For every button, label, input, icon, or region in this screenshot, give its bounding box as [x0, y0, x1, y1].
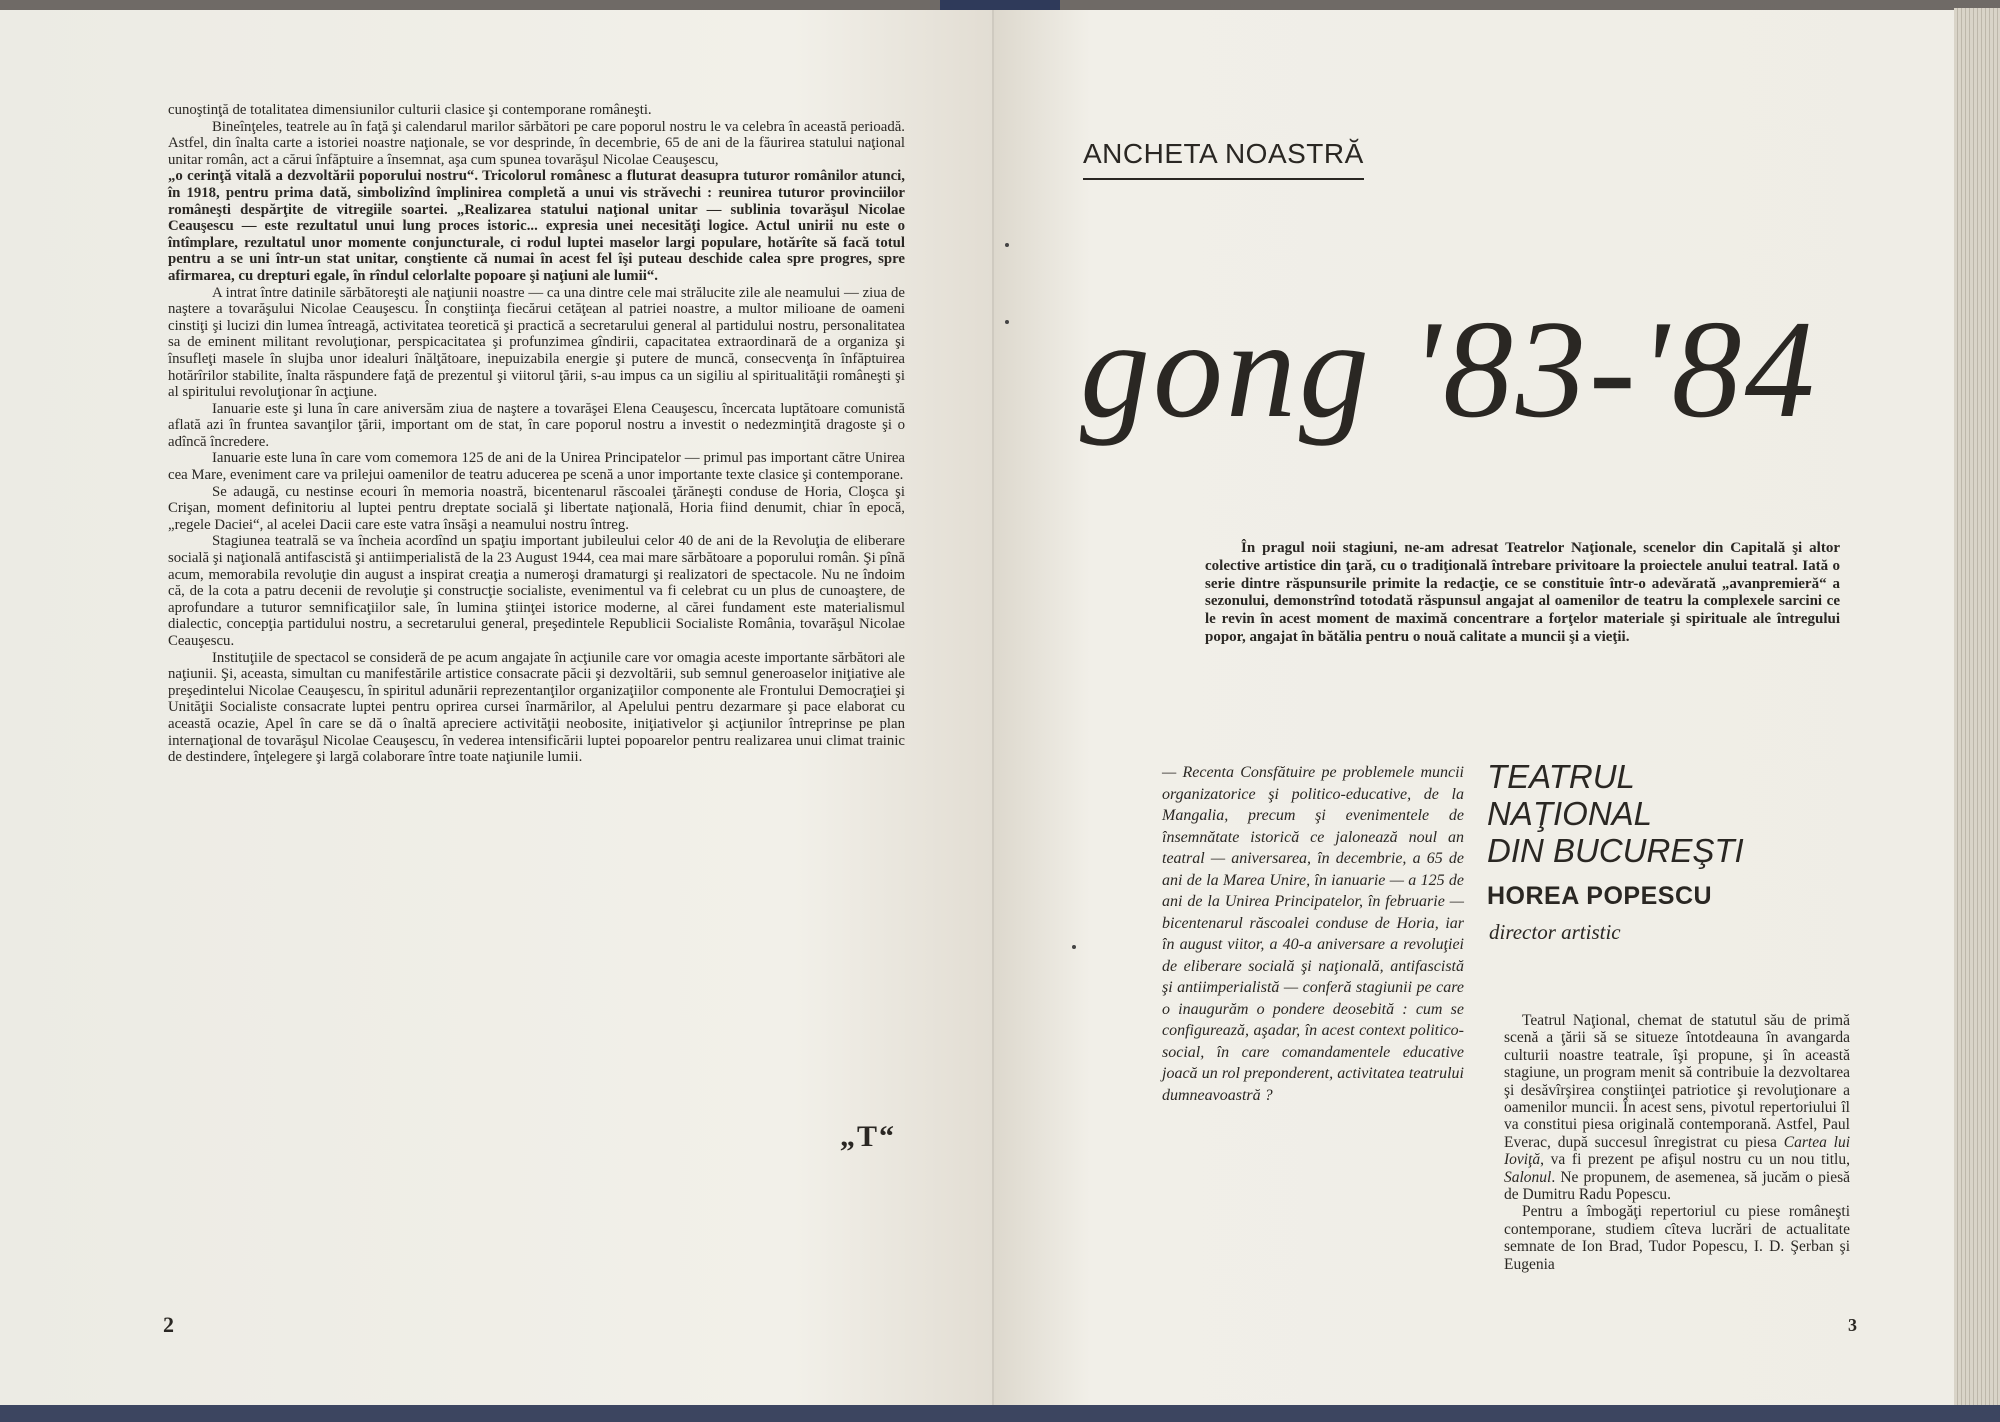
paragraph: Stagiunea teatrală se va încheia acordînd un spaţiu important jubileului celor 40 de ani de la Revoluţia de eliberare socială şi naţională antifascistă şi antiimperialistă de la 23 August 1944, cea mai mare sărbătoare a poporului român. Şi pînă acum, memorabila revoluţie din august a inspirat creaţia a numeroşi dramaturgi şi realizatori de spectacole. Nu ne îndoim că, de la cota a patru decenii de revoluţie şi construcţie socialiste, evenimentul va fi celebrat cu un plus de cunoaştere, de aprofundare a tuturor semnificaţiilor sale, în lumina ştiinţei istorice moderne, al cărei fundament este materialismul dialectic, concepţia partidului nostru, a secretarului general, preşedintele Republicii Socialiste România, tovarăşul Nicolae Ceauşescu. — [168, 533, 905, 649]
theatre-name — [1487, 758, 1847, 869]
margin-dot — [1072, 945, 1076, 949]
left-page — [0, 10, 994, 1405]
play-title: Salonul — [1504, 1168, 1552, 1186]
answer-paragraph: Pentru a îmbogăţi repertoriul cu piese româneşti contemporane, studiem cîteva lucrări de actualitate semnate de Ion Brad, Tudor Popescu, I. D. Şerban şi Eugenia — [1504, 1203, 1850, 1273]
paragraph: A intrat între datinile sărbătoreşti ale naţiunii noastre — ca una dintre cele mai strălucite zile ale neamului — ziua de naştere a tovarăşului Nicolae Ceauşescu. În conştiinţa fiecărui cetăţean al patriei noastre, a multor milioane de oameni cinstiţi şi lucizi din lumea întreagă, activitatea teoretică şi practică a secretarului general al partidului nostru, personalitatea sa de eminent militant revoluţionar, perspicacitatea şi profunzimea gîndirii, capacitatea extraordinară de a organiza şi însufleţi masele în slujba unor idealuri înălţătoare, inepuizabila energie şi putere de muncă, consecvenţa în înfăptuirea hotărîrilor stabilite, înalta răspundere faţă de prezentul şi viitorul ţării, s-au impus ca un sigiliu al spiritualităţii româneşti şi al spiritului revoluţionar în acţiune. — [168, 284, 905, 401]
author-signature: „T“ — [840, 1120, 897, 1153]
answer-text-span: , va fi prezent pe afişul nostru cu un nou titlu, — [1540, 1151, 1850, 1169]
margin-dot — [1005, 320, 1009, 324]
page-number-right: 3 — [1848, 1315, 1857, 1335]
survey-question: — Recenta Consfătuire pe problemele muncii organizatorice şi politico-educative, de la Mangalia, precum şi evenimentele de însemnătate istorică ce jalonează noul an teatral — aniversarea, în decembrie, a 65 de ani de la Marea Unire, în ianuarie — a 125 de ani de la Unirea Principatelor, în februarie — bicentenarul răscoalei conduse de Horia, iar în august viitor, a 40-a aniversare a revoluţiei de eliberare socială şi naţională, antifascistă şi antiimperialistă — conferă stagiunii pe care o inaugurăm o pondere deosebită : cum se configurează, aşadar, în acest context politico-social, în care comandamentele educative joacă un rol preponderent, activitatea teatrului dumneavoastră ? — [1162, 764, 1464, 1104]
page-stack-edge — [1954, 8, 2000, 1408]
answer-paragraph — [1504, 1012, 1850, 1203]
intro-paragraph: În pragul noii stagiuni, ne-am adresat Teatrelor Naţionale, scenelor din Capitală şi altor colective artistice din ţară, cu o tradiţională întrebare privitoare la proiectele anului teatral. Iată o serie dintre răspunsurile primite la redacţie, ce se constituie într-o adevărată „avanpremieră“ a sezonului, demonstrînd totodată răspunsul angajat al oamenilor de teatru la complexele sarcini ce le revin în acest moment de maximă concentrare a forţelor materiale şi spirituale ale întregului popor, angajat în bătălia pentru o nouă calitate a muncii şi a vieţii. — [1205, 540, 1840, 645]
theatre-name-line: DIN BUCUREŞTI — [1487, 832, 1744, 869]
respondent-name: HOREA POPESCU — [1487, 882, 1713, 910]
paragraph: Ianuarie este şi luna în care aniversăm ziua de naştere a tovarăşei Elena Ceauşescu, încercata luptătoare comunistă aflată azi în fruntea savanţilor ţării, important om de stat, în care poporul nostru a investit o nedezminţită dragoste şi o adîncă încredere. — [168, 400, 905, 450]
left-article-text — [168, 102, 905, 766]
play-title: Cartea lui Ioviţă — [1504, 1133, 1851, 1169]
page-number-left: 2 — [163, 1312, 174, 1337]
paragraph: Bineînţeles, teatrele au în faţă şi calendarul marilor sărbători pe care poporul nostru le va celebra în această perioadă. Astfel, din înalta carte a istoriei noastre naţionale, se vor desprinde, în decembrie, 65 de ani de la făurirea statului naţional unitar român, act a cărui înfăptuire a însemnat, aşa cum spunea tovarăşul Nicolae Ceauşescu, — [168, 118, 905, 168]
margin-dot — [1005, 243, 1009, 247]
paragraph: Se adaugă, cu nestinse ecouri în memoria noastră, bicentenarul răscoalei ţărăneşti conduse de Horia, Cloşca şi Crişan, moment definitoriu al luptei pentru dreptate socială şi libertate naţională, Horia fiind denumit, chiar în epocă, „regele Daciei“, al acelei Dacii care este vatra însăşi a neamului nostru întreg. — [168, 483, 905, 533]
answer-text-span: Teatrul Naţional, chemat de statutul său de primă scenă a ţării să se situeze întotdeauna în avangarda culturii noastre teatrale, îşi propune, şi în această stagiune, un program menit să contribuie la dezvoltarea şi desăvîrşirea conştiinţei patriotice şi revoluţionare a oamenilor muncii. În acest sens, pivotul repertoriului îl va constitui piesa originală contemporană. Astfel, Paul Everac, după succesul înregistrat cu piesa — [1504, 1012, 1850, 1151]
section-rubric: ANCHETA NOASTRĂ — [1083, 138, 1364, 180]
paragraph: cunoştinţă de totalitatea dimensiunilor culturii clasice şi contemporane româneşti. — [168, 102, 652, 118]
cover-edge — [0, 1405, 2000, 1422]
respondent-role: director artistic — [1489, 920, 1621, 944]
theatre-name-line: NAŢIONAL — [1487, 795, 1653, 832]
answer-text-span: . Ne propunem, de asemenea, să jucăm o piesă de Dumitru Radu Popescu. — [1504, 1168, 1850, 1204]
paragraph: Ianuarie este luna în care vom comemora 125 de ani de la Unirea Principatelor — primul pas important către Unirea cea Mare, eveniment care va prilejui oamenilor de teatru aducerea pe scenă a unor importante texte clasice şi contemporane. — [168, 450, 905, 484]
feature-title: gong '83-'84 — [1080, 292, 1818, 447]
answer-text — [1504, 1012, 1850, 1273]
theatre-name-line: TEATRUL — [1487, 758, 1635, 795]
paragraph: „o cerinţă vitală a dezvoltării poporului nostru“. Tricolorul românesc a fluturat deasupra tuturor românilor atunci, în 1918, pentru prima dată, simbolizînd împlinirea completă a unui vis străvechi : reunirea tuturor provinciilor româneşti despărţite de vitregiile soartei. „Realizarea statului naţional unitar — sublinia tovarăşul Nicolae Ceauşescu — este rezultatul unui lung proces istoric... expresia unei necesităţi logice. Actul unirii nu este o întîmplare, rezultatul unor momente conjuncturale, ci rodul luptei maselor largi populare, hotărîte să facă totul pentru a se uni într-un stat unitar, conştiente că numai în acest fel îşi puteau deschide calea spre progres, spre afirmarea, cu drepturi egale, în rîndul celorlalte popoare şi naţiuni ale lumii“. — [168, 168, 905, 284]
paragraph: Instituţiile de spectacol se consideră de pe acum angajate în acţiunile care vor omagia aceste importante sărbători ale naţiunii. Şi, aceasta, simultan cu manifestările artistice consacrate păcii şi dezvoltării, sub semnul generoaselor iniţiative ale preşedintelui Nicolae Ceauşescu, în spiritul adunării reprezentanţilor organizaţiilor componente ale Frontului Democraţiei şi Unităţii Socialiste consacrate luptei pentru oprirea cursei înarmărilor, al Apelului pentru dezarmare şi pace elaborat cu această ocazie, Apel în care se dă o înaltă apreciere activităţii neobosite, iniţiativelor şi acţiunilor întreprinse pe plan internaţional de tovarăşul Nicolae Ceauşescu, în vederea intensificării luptei popoarelor pentru realizarea unui climat trainic de destindere, înţelegere şi largă colaborare între toate naţiunile lumii. — [168, 649, 905, 766]
